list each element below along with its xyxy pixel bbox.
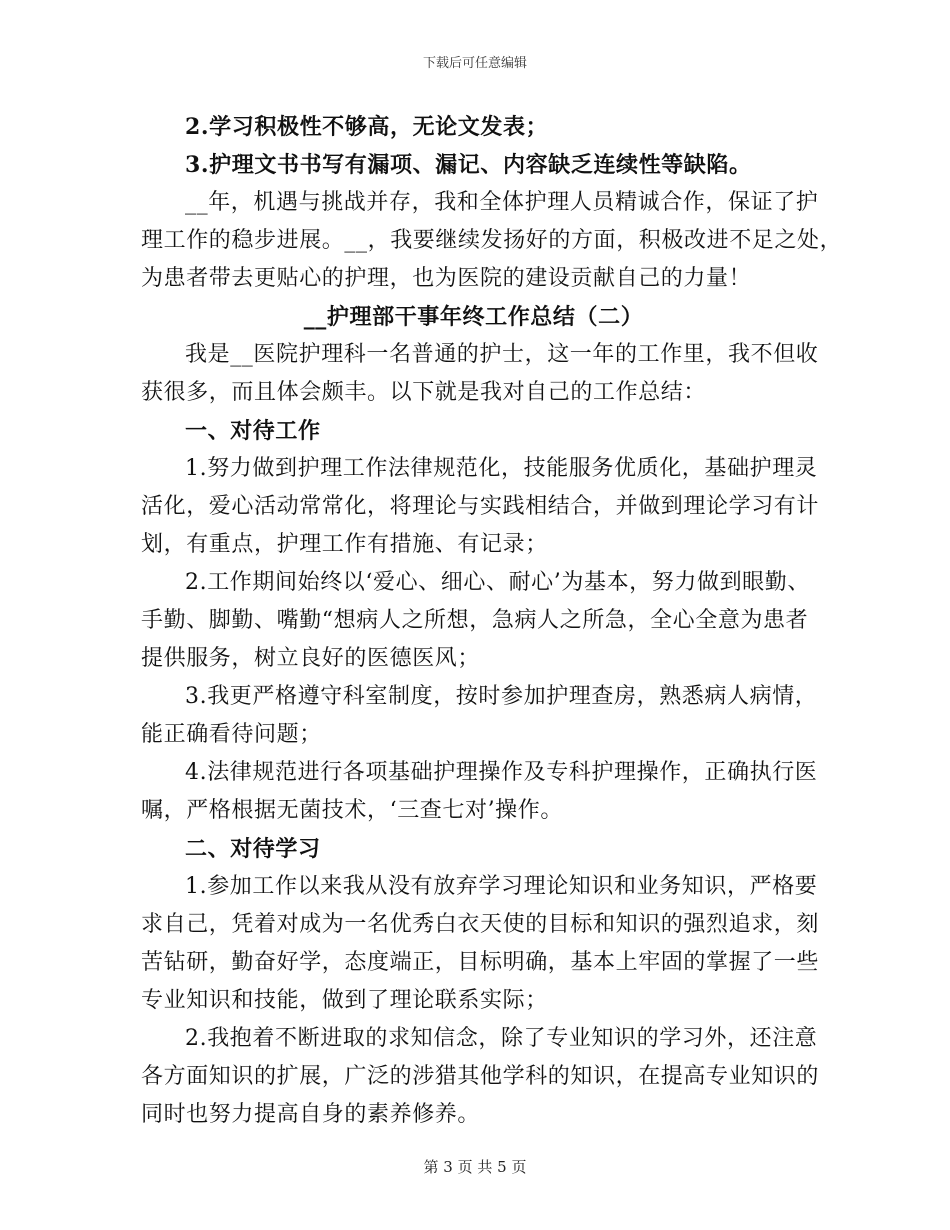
paragraph-line: 理工作的稳步进展。__，我要继续发扬好的方面，积极改进不足之处， <box>141 228 843 253</box>
page-header: 下载后可任意编辑 <box>422 56 527 71</box>
paragraph-line: 活化，爱心活动常常化，将理论与实践相结合，并做到理论学习有计 <box>141 494 820 519</box>
paragraph-line: 3.我更严格遵守科室制度，按时参加护理查房，熟悉病人病情， <box>185 684 818 709</box>
paragraph-line: 1.参加工作以来我从没有放弃学习理论知识和业务知识，严格要 <box>185 874 818 899</box>
paragraph-line: 划，有重点，护理工作有措施、有记录； <box>141 532 548 557</box>
paragraph-line: 求自己，凭着对成为一名优秀白衣天使的目标和知识的强烈追求，刻 <box>141 912 820 937</box>
paragraph-line: 专业知识和技能，做到了理论联系实际； <box>141 988 548 1013</box>
paragraph-line: 4.法律规范进行各项基础护理操作及专科护理操作，正确执行医 <box>185 760 818 785</box>
paragraph-line: 苦钻研，勤奋好学，态度端正，目标明确，基本上牢固的掌握了一些 <box>141 950 820 975</box>
paragraph-line: 2.我抱着不断进取的求知信念，除了专业知识的学习外，还注意 <box>185 1026 818 1051</box>
paragraph-line: 能正确看待问题； <box>141 722 322 747</box>
paragraph-line: 2.学习积极性不够高，无论文发表； <box>185 114 549 140</box>
paragraph-line: 2.工作期间始终以‘爱心、细心、耐心’为基本，努力做到眼勤、 <box>185 570 810 595</box>
paragraph-line: 3.护理文书书写有漏项、漏记、内容缺乏连续性等缺陷。 <box>185 152 752 178</box>
section-title: __护理部干事年终工作总结（二） <box>303 304 644 330</box>
paragraph-line: 嘱，严格根据无菌技术，‘三查七对’操作。 <box>141 798 563 823</box>
page-footer: 第 3 页 共 5 页 <box>423 1158 527 1176</box>
paragraph-line: 同时也努力提高自身的素养修养。 <box>141 1102 481 1127</box>
section-heading: 一、对待工作 <box>185 418 321 444</box>
paragraph-line: 为患者带去更贴心的护理，也为医院的建设贡献自己的力量！ <box>141 266 752 291</box>
paragraph-line: 我是__医院护理科一名普通的护士，这一年的工作里，我不但收 <box>185 342 819 367</box>
paragraph-line: 1.努力做到护理工作法律规范化，技能服务优质化，基础护理灵 <box>185 456 818 481</box>
paragraph-line: __年，机遇与挑战并存，我和全体护理人员精诚合作，保证了护 <box>185 190 819 215</box>
section-heading: 二、对待学习 <box>185 836 321 862</box>
paragraph-line: 获很多，而且体会颇丰。以下就是我对自己的工作总结： <box>141 380 707 405</box>
paragraph-line: 提供服务，树立良好的医德医风； <box>141 646 481 671</box>
paragraph-line: 各方面知识的扩展，广泛的涉猎其他学科的知识，在提高专业知识的 <box>141 1064 820 1089</box>
document-body <box>141 108 843 1134</box>
paragraph-line: 手勤、脚勤、嘴勤“想病人之所想，急病人之所急，全心全意为患者 <box>141 608 809 633</box>
